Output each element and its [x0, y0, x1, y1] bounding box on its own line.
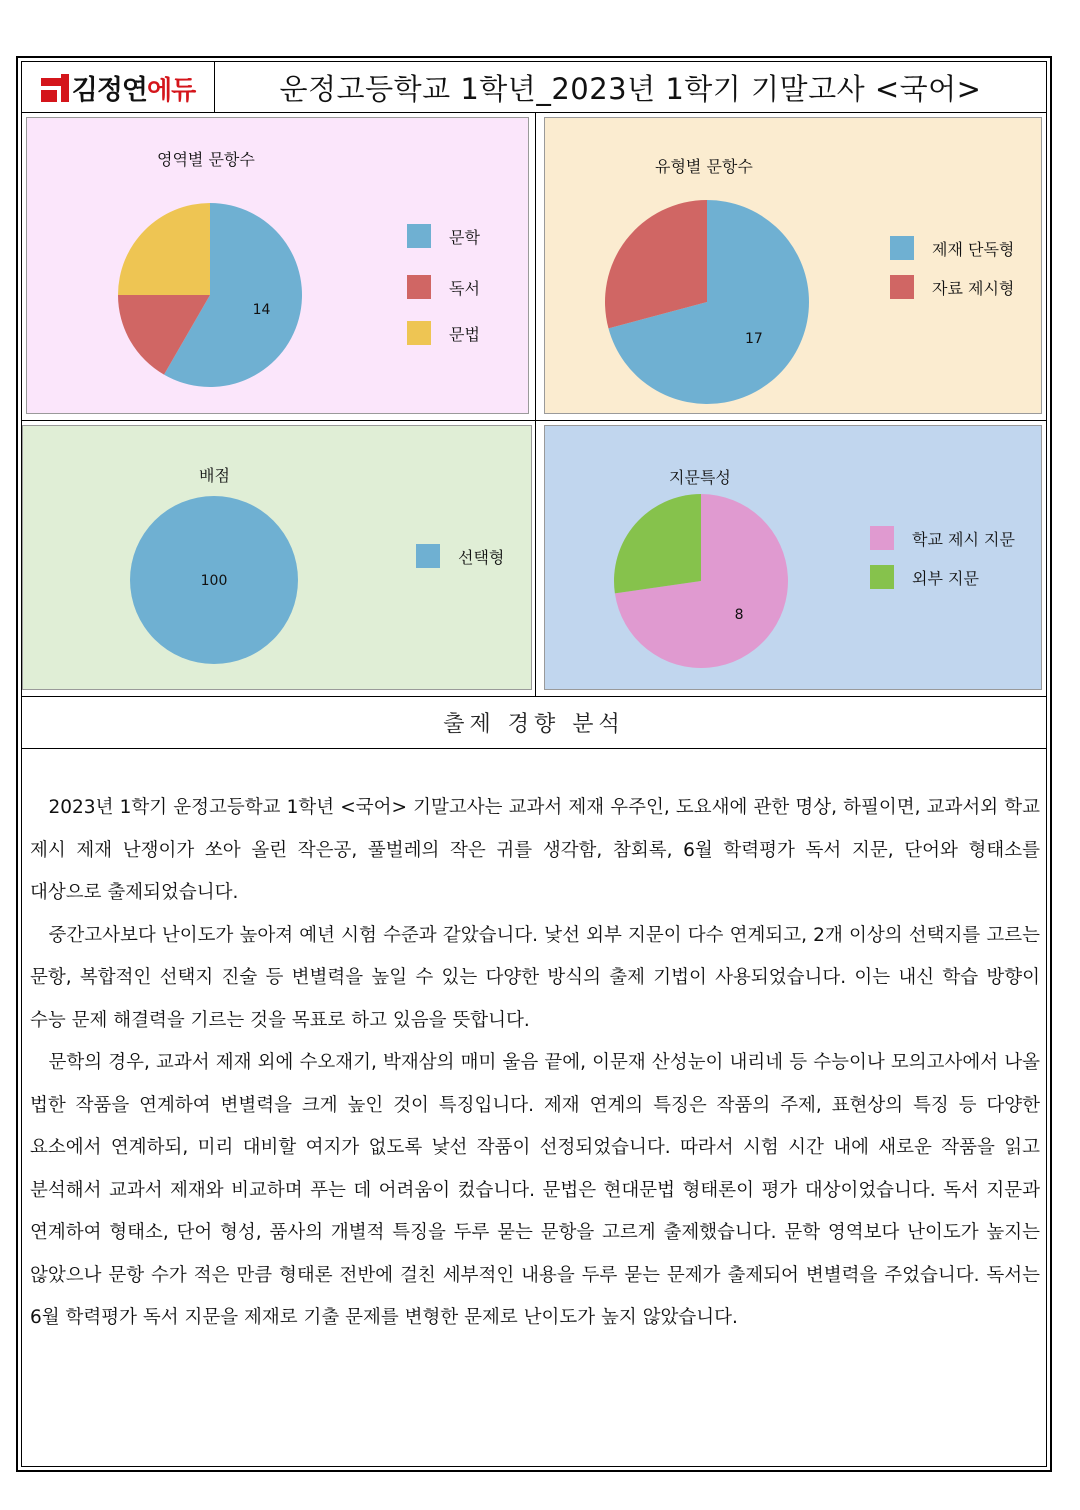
chart-panel-domain: [26, 117, 529, 414]
chart-title: 유형별 문항수: [655, 157, 753, 176]
legend-item: [407, 321, 480, 345]
legend-swatch: [890, 275, 914, 299]
pie-data-label: 17: [745, 331, 763, 348]
legend-item: [870, 526, 1015, 550]
chart-title: 지문특성: [669, 468, 731, 487]
logo-text-edu: 에듀: [147, 75, 196, 106]
legend-swatch: [870, 565, 894, 589]
analysis-paragraph: 문학의 경우, 교과서 제재 외에 수오재기, 박재삼의 매미 울음 끝에, 이문재 산성눈이 내리네 등 수능이나 모의고사에서 나올 법한 작품을 연계하여 변별력을 크게 높인 것이 특징입니다. 제재 연계의 특징은 작품의 주제, 표현상의 특징 등 다양한 요소에서 연계하되, 미리 대비할 여지가 없도록 낯선 작품이 선정되었습니다. 따라서 시험 시간 내에 새로운 작품을 읽고 분석해서 교과서 제재와 비교하며 푸는 데 어려움이 컸습니다. 문법은 현대문법 형태론이 평가 대상이었습니다. 독서 지문과 연계하여 형태소, 단어 형성, 품사의 개별적 특징을 두루 묻는 문항을 고르게 출제했습니다. 문학 영역보다 난이도가 높지는 않았으나 문항 수가 적은 만큼 형태론 전반에 걸친 세부적인 내용을 두루 묻는 문제가 출제되어 변별력을 주었습니다. 독서는 6월 학력평가 독서 지문을 제재로 기출 문제를 변형한 문제로 난이도가 높지 않았습니다.: [30, 1052, 1040, 1328]
analysis-paragraph: 중간고사보다 난이도가 높아져 예년 시험 수준과 같았습니다. 낯선 외부 지문이 다수 연계되고, 2개 이상의 선택지를 고르는 문항, 복합적인 선택지 진술 등 변별력을 높일 수 있는 다양한 방식의 출제 기법이 사용되었습니다. 이는 내신 학습 방향이 수능 문제 해결력을 기르는 것을 목표로 하고 있음을 뜻합니다.: [30, 924, 1040, 1031]
legend-item: [870, 565, 979, 589]
chart-panel-passage: [544, 425, 1042, 690]
pie-data-label: 100: [200, 573, 228, 589]
legend-swatch: [407, 321, 431, 345]
legend-swatch: [407, 275, 431, 299]
pie-data-label: 14: [252, 301, 271, 318]
legend-label: 독서: [449, 278, 480, 298]
analysis-divider: [22, 748, 1046, 749]
analysis-title: 출제 경향 분석: [443, 711, 625, 737]
logo-mark-icon: [41, 72, 69, 102]
pie-chart: [545, 118, 1043, 415]
legend-swatch: [890, 236, 914, 260]
pie-slice-2: [614, 494, 701, 593]
grid-divider-middle: [22, 420, 1046, 421]
legend-label: 제재 단독형: [932, 239, 1015, 259]
logo-text-main: 김정연: [71, 74, 147, 106]
chart-panel-type: [544, 117, 1042, 414]
pie-slice-3: [118, 203, 210, 295]
chart-panel-score: [22, 425, 532, 690]
report-inner: [21, 61, 1047, 1467]
report-frame: [16, 56, 1052, 1472]
page-title: 운정고등학교 1학년_2023년 1학기 기말고사 <국어>: [215, 62, 1046, 113]
pie-data-label: 8: [734, 607, 744, 624]
legend-item: [407, 224, 480, 248]
grid-divider-vertical: [535, 113, 536, 696]
legend-label: 선택형: [458, 547, 505, 567]
pie-chart: [545, 426, 1043, 691]
logo-text: [72, 68, 195, 107]
legend-swatch: [407, 224, 431, 248]
legend-label: 문법: [449, 324, 480, 344]
legend-label: 학교 제시 지문: [912, 529, 1015, 549]
analysis-body: [30, 787, 1040, 1340]
chart-title: 영역별 문항수: [157, 150, 255, 169]
legend-item: [416, 544, 504, 568]
chart-title: 배점: [199, 466, 230, 485]
legend-label: 자료 제시형: [932, 278, 1015, 298]
legend-item: [407, 275, 480, 299]
brand-logo: [22, 62, 215, 113]
analysis-paragraph: 2023년 1학기 운정고등학교 1학년 <국어> 기말고사는 교과서 제재 우주인, 도요새에 관한 명상, 하필이면, 교과서외 학교 제시 제재 난쟁이가 쏘아 올린 작은공, 풀벌레의 작은 귀를 생각함, 참회록, 6월 학력평가 독서 지문, 단어와 형태소를 대상으로 출제되었습니다.: [30, 797, 1040, 903]
legend-label: 외부 지문: [912, 568, 979, 588]
legend-label: 문학: [449, 227, 480, 247]
legend-swatch: [870, 526, 894, 550]
legend-item: [890, 275, 1014, 299]
pie-chart: [27, 118, 530, 415]
legend-item: [890, 236, 1014, 260]
legend-swatch: [416, 544, 440, 568]
